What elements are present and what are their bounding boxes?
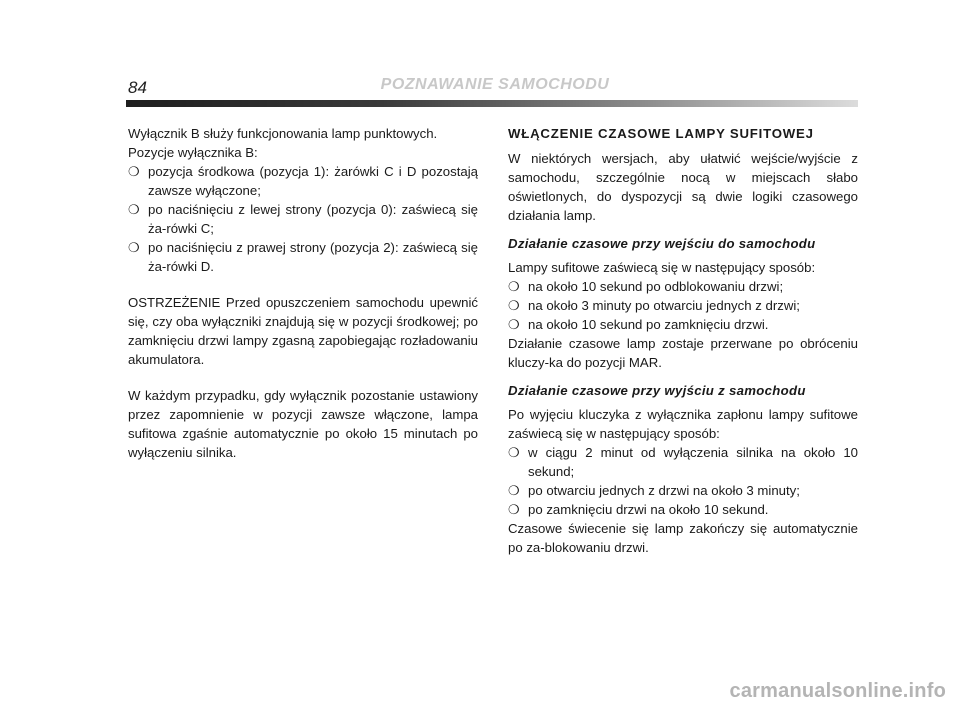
page-number: 84 <box>128 78 147 97</box>
watermark: carmanualsonline.info <box>729 680 946 702</box>
running-title: POZNAWANIE SAMOCHODU <box>380 76 610 93</box>
circle-bullet-icon: ❍ <box>508 445 520 460</box>
switch-positions-list <box>128 162 478 276</box>
circle-bullet-icon: ❍ <box>128 164 140 179</box>
list-item <box>508 277 858 296</box>
list-item <box>508 481 858 500</box>
circle-bullet-icon: ❍ <box>508 317 520 332</box>
list-item-text: w ciągu 2 minut od wyłączenia silnika na około 10 sekund; <box>528 445 858 479</box>
list-item-text: po zamknięciu drzwi na około 10 sekund. <box>528 502 769 517</box>
spacer <box>128 369 478 386</box>
note-paragraph: W każdym przypadku, gdy wyłącznik pozostanie ustawiony przez zapomnienie w pozycji zawsze włączone, lampa sufitowa zgaśnie automatycznie po około 15 minutach po wyłączeniu silnika. <box>128 388 478 460</box>
list-item <box>508 500 858 519</box>
list-item <box>508 296 858 315</box>
circle-bullet-icon: ❍ <box>508 502 520 517</box>
spacer <box>128 276 478 293</box>
list-item <box>508 443 858 481</box>
list-item <box>128 162 478 200</box>
warning-paragraph: OSTRZEŻENIE Przed opuszczeniem samochodu upewnić się, czy oba wyłączniki znajdują się w pozycji środkowej; po zamknięciu drzwi lampy zgasną zapobiegając rozładowaniu akumulatora. <box>128 295 478 367</box>
left-column <box>128 124 478 462</box>
list-item <box>128 238 478 276</box>
list-item-text: po naciśnięciu z lewej strony (pozycja 0): zaświecą się ża-rówki C; <box>148 202 478 236</box>
circle-bullet-icon: ❍ <box>128 240 140 255</box>
section-intro: W niektórych wersjach, aby ułatwić wejście/wyjście z samochodu, szczególnie nocą w miejscach słabo oświetlonych, do dyspozycji są dwie logiki czasowego działania lamp. <box>508 151 858 223</box>
section-title: WŁĄCZENIE CZASOWE LAMPY SUFITOWEJ <box>508 126 814 141</box>
right-column <box>508 124 858 557</box>
exit-intro: Po wyjęciu kluczyka z wyłącznika zapłonu lampy sufitowe zaświecą się w następujący sposób: <box>508 407 858 441</box>
circle-bullet-icon: ❍ <box>128 202 140 217</box>
circle-bullet-icon: ❍ <box>508 298 520 313</box>
entry-list <box>508 277 858 334</box>
list-item-text: po otwarciu jednych z drzwi na około 3 minuty; <box>528 483 800 498</box>
entry-outro: Działanie czasowe lamp zostaje przerwane po obróceniu kluczy-ka do pozycji MAR. <box>508 336 858 370</box>
header-rule <box>126 100 858 107</box>
positions-label: Pozycje wyłącznika B: <box>128 145 258 160</box>
list-item-text: po naciśnięciu z prawej strony (pozycja 2): zaświecą się ża-rówki D. <box>148 240 478 274</box>
list-item-text: pozycja środkowa (pozycja 1): żarówki C i D pozostają zawsze wyłączone; <box>148 164 478 198</box>
list-item-text: na około 10 sekund po odblokowaniu drzwi; <box>528 279 784 294</box>
intro-paragraph: Wyłącznik B służy funkcjonowania lamp punktowych. <box>128 126 438 141</box>
exit-outro: Czasowe świecenie się lamp zakończy się automatycznie po za-blokowaniu drzwi. <box>508 521 858 555</box>
exit-list <box>508 443 858 519</box>
list-item <box>508 315 858 334</box>
list-item-text: na około 10 sekund po zamknięciu drzwi. <box>528 317 769 332</box>
list-item <box>128 200 478 238</box>
entry-subtitle: Działanie czasowe przy wejściu do samochodu <box>508 236 816 251</box>
exit-subtitle: Działanie czasowe przy wyjściu z samochodu <box>508 383 806 398</box>
circle-bullet-icon: ❍ <box>508 483 520 498</box>
entry-intro: Lampy sufitowe zaświecą się w następujący sposób: <box>508 260 816 275</box>
list-item-text: na około 3 minuty po otwarciu jednych z drzwi; <box>528 298 800 313</box>
circle-bullet-icon: ❍ <box>508 279 520 294</box>
